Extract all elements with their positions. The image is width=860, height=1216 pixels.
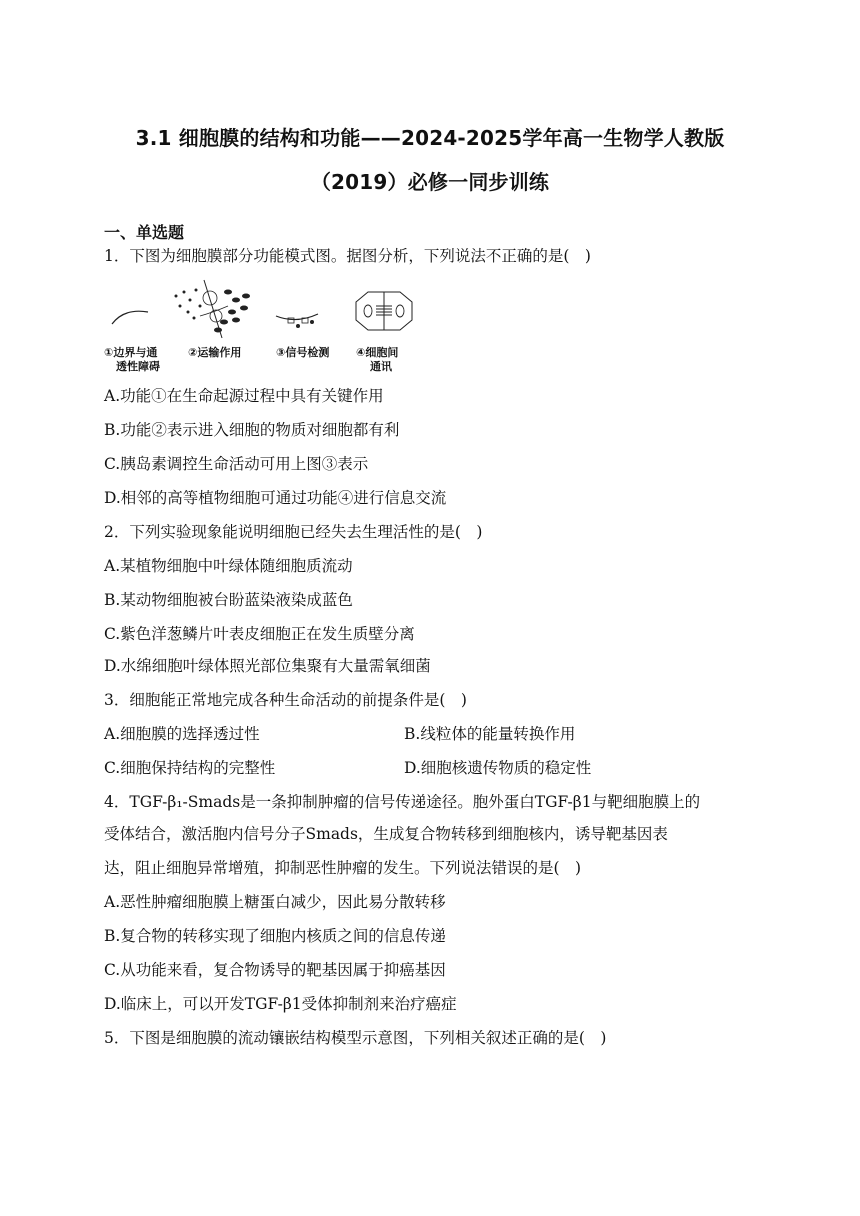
question-1-option-a: A.功能①在生命起源过程中具有关键作用 [104, 387, 384, 405]
document-title-line2: （2019）必修一同步训练 [310, 170, 550, 194]
figure-caption-1b: 透性障碍 [116, 360, 160, 373]
question-1-option-b: B.功能②表示进入细胞的物质对细胞都有利 [104, 421, 400, 439]
question-2-option-c: C.紫色洋葱鳞片叶表皮细胞正在发生质壁分离 [104, 625, 415, 643]
question-2-stem: 2．下列实验现象能说明细胞已经失去生理活性的是( ) [104, 523, 483, 541]
question-3-option-b: B.线粒体的能量转换作用 [404, 725, 576, 743]
question-4-option-d: D.临床上，可以开发TGF-β1受体抑制剂来治疗癌症 [104, 995, 457, 1013]
boundary-arc-icon [112, 311, 148, 324]
transport-icon [175, 280, 251, 338]
question-4-line2: 受体结合，激活胞内信号分子Smads，生成复合物转移到细胞核内，诱导靶基因表 [104, 825, 668, 843]
document-title-line1: 3.1 细胞膜的结构和功能——2024-2025学年高一生物学人教版 [135, 126, 725, 150]
question-1-stem: 1．下图为细胞膜部分功能模式图。据图分析，下列说法不正确的是( ) [104, 247, 591, 265]
question-1-figure [104, 278, 424, 374]
cell-communication-icon [356, 292, 412, 330]
question-4-line1: 4．TGF-β₁-Smads是一条抑制肿瘤的信号传递途径。胞外蛋白TGF-β1与靶细胞膜上的 [104, 793, 701, 811]
question-3-option-a: A.细胞膜的选择透过性 [104, 725, 260, 743]
question-4-option-b: B.复合物的转移实现了细胞内核质之间的信息传递 [104, 927, 446, 945]
question-3-stem: 3．细胞能正常地完成各种生命活动的前提条件是( ) [104, 691, 467, 709]
question-4-line3: 达，阻止细胞异常增殖，抑制恶性肿瘤的发生。下列说法错误的是( ) [104, 859, 582, 877]
question-1-option-d: D.相邻的高等植物细胞可通过功能④进行信息交流 [104, 489, 447, 507]
question-4-option-c: C.从功能来看，复合物诱导的靶基因属于抑癌基因 [104, 961, 446, 979]
figure-caption-1a: ①边界与通 [104, 346, 158, 359]
question-3-option-d: D.细胞核遗传物质的稳定性 [404, 759, 592, 777]
question-1-option-c: C.胰岛素调控生命活动可用上图③表示 [104, 455, 369, 473]
figure-caption-4b: 通讯 [370, 360, 392, 373]
question-2-option-a: A.某植物细胞中叶绿体随细胞质流动 [104, 557, 353, 575]
section-heading: 一、单选题 [104, 223, 185, 242]
question-2-option-d: D.水绵细胞叶绿体照光部位集聚有大量需氧细菌 [104, 657, 431, 675]
question-2-option-b: B.某动物细胞被台盼蓝染液染成蓝色 [104, 591, 353, 609]
question-5-stem: 5．下图是细胞膜的流动镶嵌结构模型示意图，下列相关叙述正确的是( ) [104, 1029, 607, 1047]
figure-caption-4a: ④细胞间 [356, 346, 399, 359]
figure-caption-2: ②运输作用 [188, 346, 242, 359]
question-3-option-c: C.细胞保持结构的完整性 [104, 759, 276, 777]
figure-caption-3: ③信号检测 [276, 346, 330, 359]
signal-detection-icon [276, 314, 318, 328]
question-4-option-a: A.恶性肿瘤细胞膜上糖蛋白减少，因此易分散转移 [104, 893, 446, 911]
